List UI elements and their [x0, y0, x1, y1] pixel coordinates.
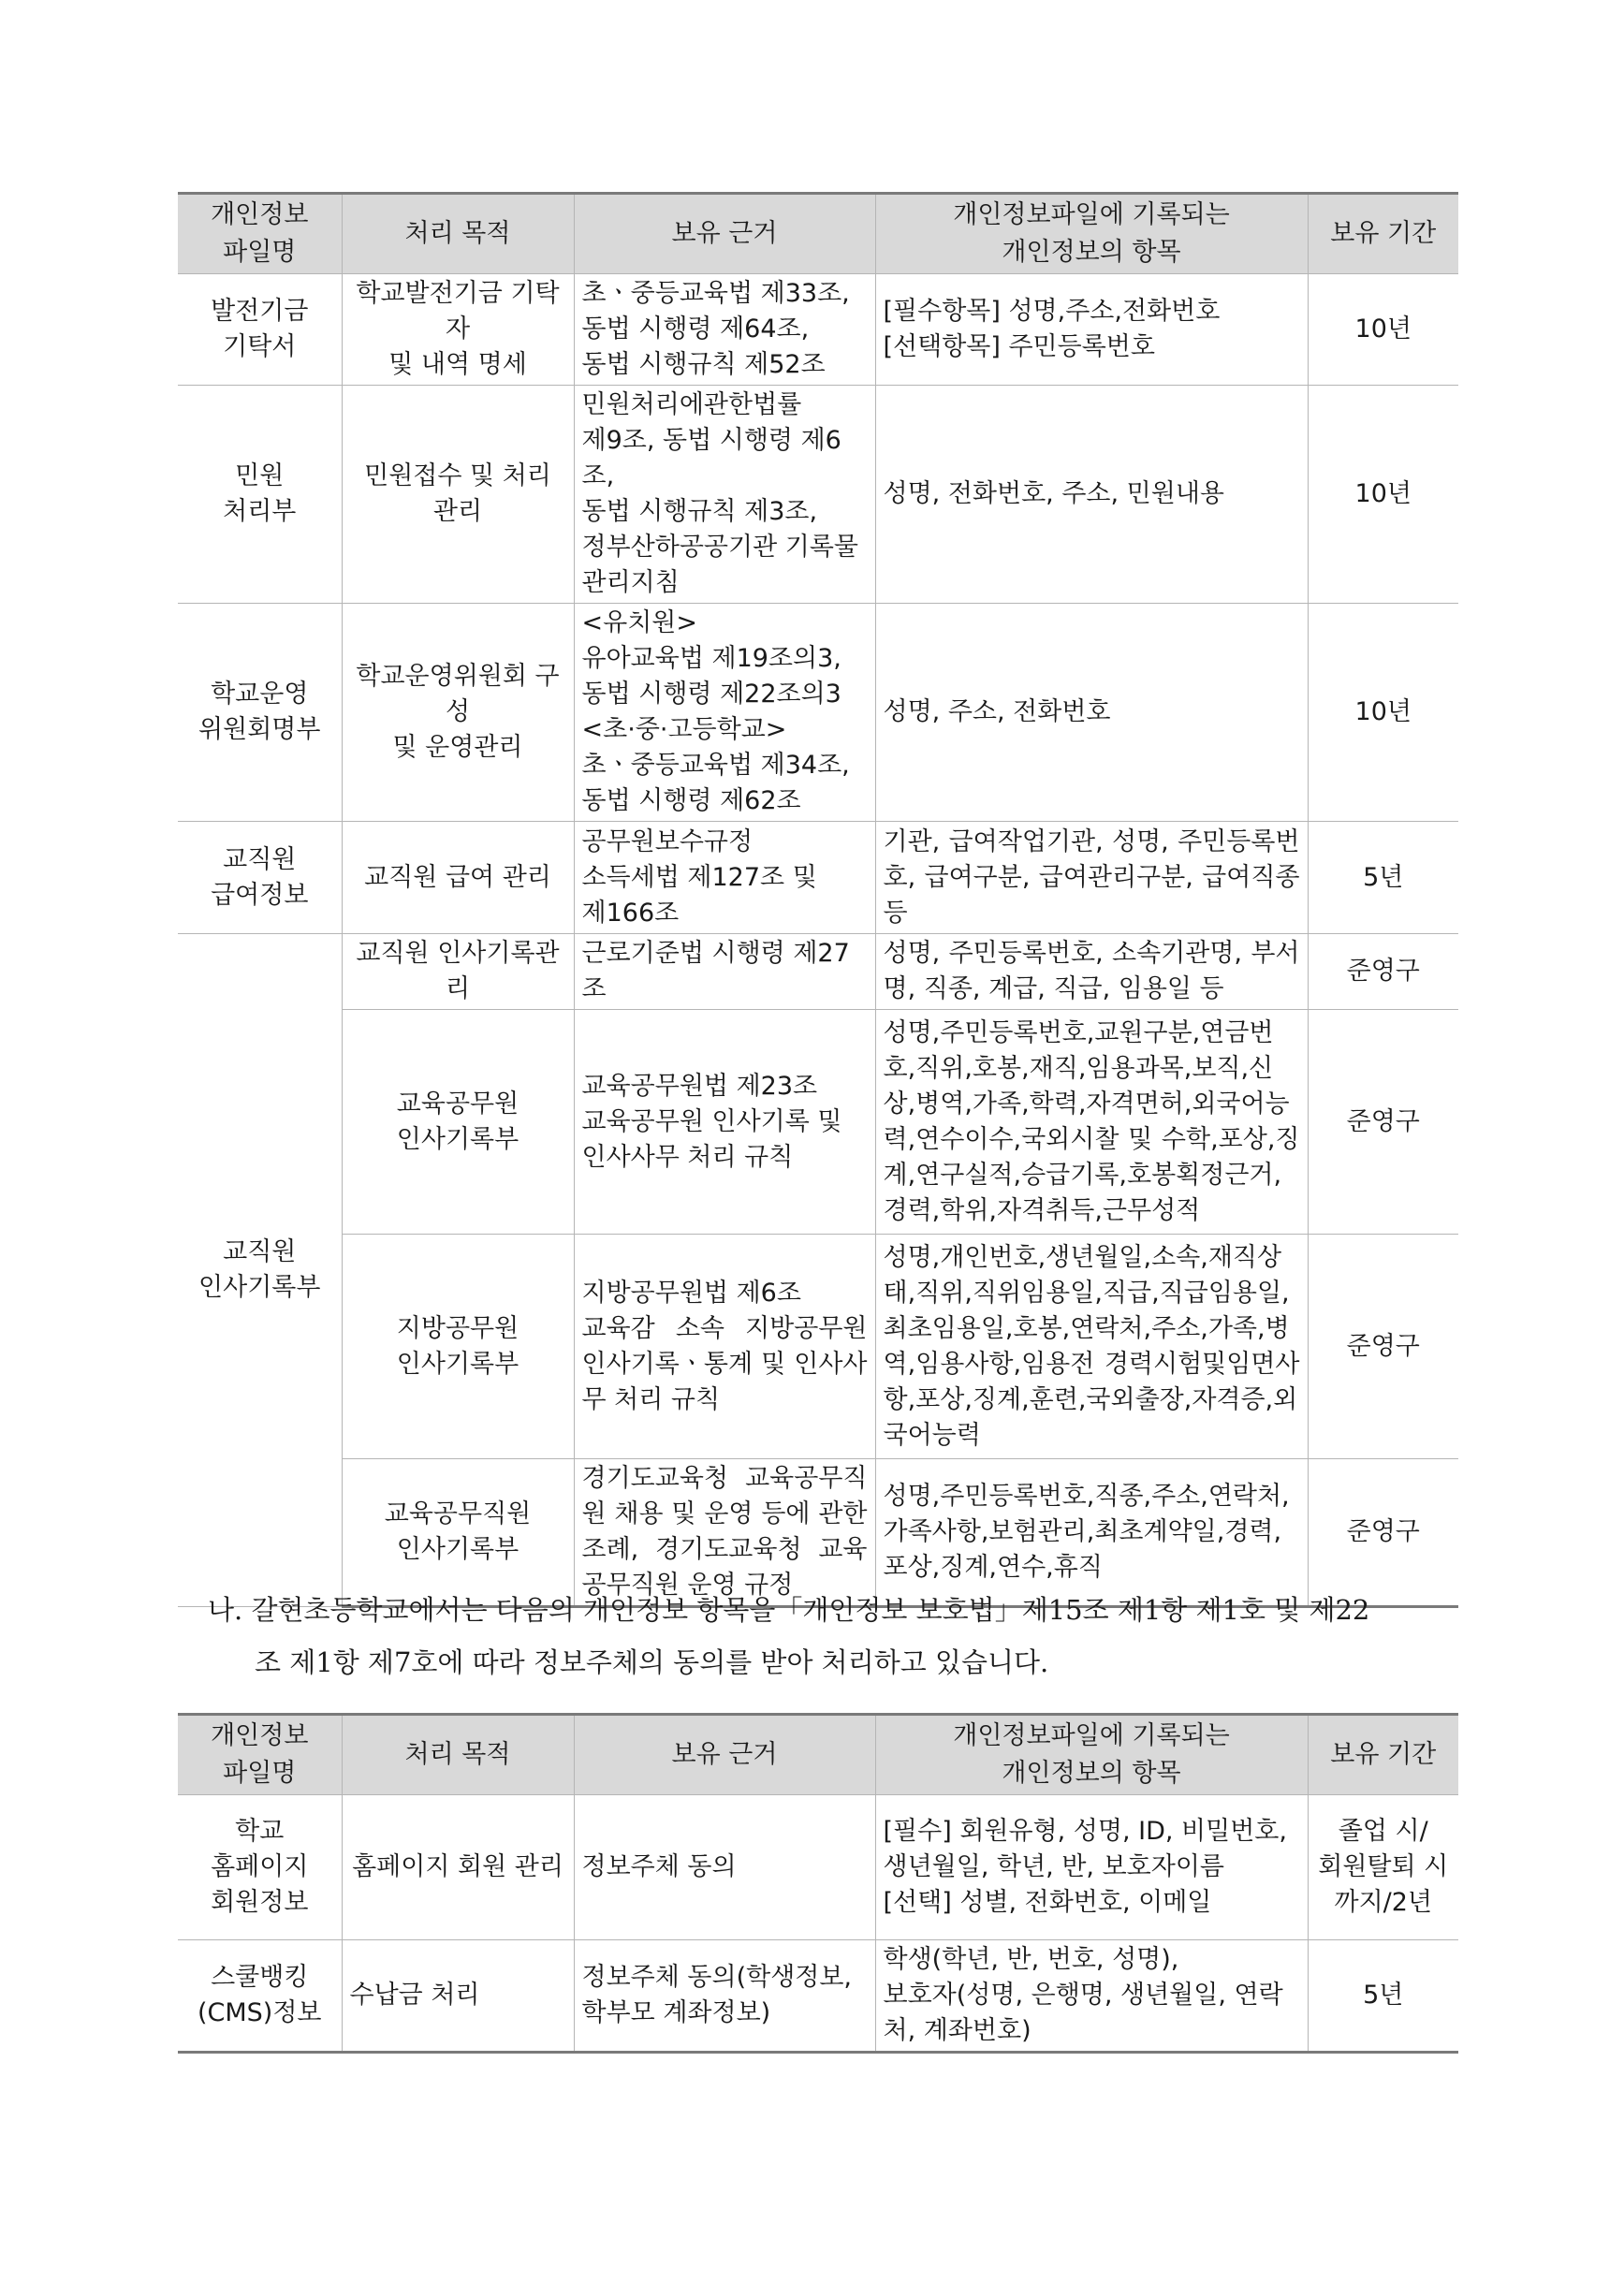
header-file-name: 개인정보 파일명 — [178, 1715, 342, 1795]
table-row — [178, 1940, 1458, 2053]
paragraph-line-2: 조 제1항 제7호에 따라 정보주체의 동의를 받아 처리하고 있습니다. — [255, 1646, 1049, 1678]
cell-basis: 공무원보수규정 소득세법 제127조 및 제166조 — [574, 822, 875, 934]
cell-period: 준영구 — [1308, 1235, 1458, 1459]
cell-purpose: 교육공무원 인사기록부 — [342, 1010, 574, 1235]
cell-items: 성명, 주소, 전화번호 — [875, 604, 1308, 822]
cell-file-name: 학교 홈페이지 회원정보 — [178, 1795, 342, 1940]
cell-purpose: 지방공무원 인사기록부 — [342, 1235, 574, 1459]
cell-items: [필수] 회원유형, 성명, ID, 비밀번호, 생년월일, 학년, 반, 보호자이름 [선택] 성별, 전화번호, 이메일 — [875, 1795, 1308, 1940]
header-file-name: 개인정보 파일명 — [178, 194, 342, 274]
cell-items: 성명,주민등록번호,교원구분,연금번호,직위,호봉,재직,임용과목,보직,신상,병역,가족,학력,자격면허,외국어능력,연수이수,국외시찰 및 수학,포상,징계,연구실적,승급기록,호봉획정근거,경력,학위,자격취득,근무성적 — [875, 1010, 1308, 1235]
cell-items: 성명,주민등록번호,직종,주소,연락처,가족사항,보험관리,최초계약일,경력,포상,징계,연수,휴직 — [875, 1459, 1308, 1607]
cell-period: 10년 — [1308, 274, 1458, 386]
header-basis: 보유 근거 — [574, 1715, 875, 1795]
cell-file-name: 발전기금 기탁서 — [178, 274, 342, 386]
table-row — [178, 1010, 1458, 1235]
header-purpose: 처리 목적 — [342, 1715, 574, 1795]
table-row — [178, 1795, 1458, 1940]
header-purpose: 처리 목적 — [342, 194, 574, 274]
cell-file-name-group: 교직원 인사기록부 — [178, 934, 342, 1607]
header-period: 보유 기간 — [1308, 1715, 1458, 1795]
cell-purpose: 교직원 급여 관리 — [342, 822, 574, 934]
cell-items: 성명, 주민등록번호, 소속기관명, 부서명, 직종, 계급, 직급, 임용일 등 — [875, 934, 1308, 1010]
cell-items: 성명,개인번호,생년월일,소속,재직상태,직위,직위임용일,직급,직급임용일,최초임용일,호봉,연락처,주소,가족,병역,임용사항,임용전 경력시험및임면사항,포상,징계,훈련,국외출장,자격증,외국어능력 — [875, 1235, 1308, 1459]
cell-period: 10년 — [1308, 604, 1458, 822]
cell-basis: 근로기준법 시행령 제27조 — [574, 934, 875, 1010]
cell-period: 5년 — [1308, 1940, 1458, 2053]
cell-period: 준영구 — [1308, 1459, 1458, 1607]
cell-purpose: 교육공무직원 인사기록부 — [342, 1459, 574, 1607]
cell-items: [필수항목] 성명,주소,전화번호 [선택항목] 주민등록번호 — [875, 274, 1308, 386]
cell-period: 준영구 — [1308, 1010, 1458, 1235]
cell-purpose: 수납금 처리 — [342, 1940, 574, 2053]
cell-file-name: 교직원 급여정보 — [178, 822, 342, 934]
cell-period: 준영구 — [1308, 934, 1458, 1010]
cell-basis: 민원처리에관한법률 제9조, 동법 시행령 제6조, 동법 시행규칙 제3조, 정부산하공공기관 기록물 관리지침 — [574, 386, 875, 604]
cell-basis: 지방공무원법 제6조 교육감 소속 지방공무원 인사기록ㆍ통계 및 인사사무 처리 규칙 — [574, 1235, 875, 1459]
cell-purpose: 교직원 인사기록관리 — [342, 934, 574, 1010]
cell-purpose: 학교발전기금 기탁자 및 내역 명세 — [342, 274, 574, 386]
table-row — [178, 1235, 1458, 1459]
cell-file-name: 학교운영 위원회명부 — [178, 604, 342, 822]
cell-period: 5년 — [1308, 822, 1458, 934]
cell-file-name: 민원 처리부 — [178, 386, 342, 604]
table-row — [178, 604, 1458, 822]
consent-paragraph — [208, 1584, 1462, 1689]
cell-purpose: 홈페이지 회원 관리 — [342, 1795, 574, 1940]
table-row — [178, 822, 1458, 934]
header-basis: 보유 근거 — [574, 194, 875, 274]
cell-basis: <유치원> 유아교육법 제19조의3, 동법 시행령 제22조의3 <초·중·고등학교> 초ㆍ중등교육법 제34조, 동법 시행령 제62조 — [574, 604, 875, 822]
cell-purpose: 학교운영위원회 구성 및 운영관리 — [342, 604, 574, 822]
cell-file-name: 스쿨뱅킹 (CMS)정보 — [178, 1940, 342, 2053]
cell-basis: 초ㆍ중등교육법 제33조, 동법 시행령 제64조, 동법 시행규칙 제52조 — [574, 274, 875, 386]
personal-info-file-table-2 — [178, 1713, 1458, 2054]
cell-basis: 경기도교육청 교육공무직원 채용 및 운영 등에 관한 조례, 경기도교육청 교육공무직원 운영 규정 — [574, 1459, 875, 1607]
cell-basis: 교육공무원법 제23조 교육공무원 인사기록 및 인사사무 처리 규칙 — [574, 1010, 875, 1235]
cell-purpose: 민원접수 및 처리 관리 — [342, 386, 574, 604]
header-items: 개인정보파일에 기록되는 개인정보의 항목 — [875, 194, 1308, 274]
table-row — [178, 934, 1458, 1010]
header-period: 보유 기간 — [1308, 194, 1458, 274]
cell-items: 기관, 급여작업기관, 성명, 주민등록번호, 급여구분, 급여관리구분, 급여직종 등 — [875, 822, 1308, 934]
paragraph-line-1: 나. 갈현초등학교에서는 다음의 개인정보 항목을「개인정보 보호법」제15조 제1항 제1호 및 제22 — [208, 1594, 1370, 1626]
table-header-row — [178, 1715, 1458, 1795]
personal-info-file-table-1 — [178, 192, 1458, 1608]
cell-basis: 정보주체 동의 — [574, 1795, 875, 1940]
table-row — [178, 386, 1458, 604]
cell-items: 성명, 전화번호, 주소, 민원내용 — [875, 386, 1308, 604]
table-header-row — [178, 194, 1458, 274]
cell-period: 졸업 시/ 회원탈퇴 시 까지/2년 — [1308, 1795, 1458, 1940]
table-row — [178, 274, 1458, 386]
cell-basis: 정보주체 동의(학생정보, 학부모 계좌정보) — [574, 1940, 875, 2053]
header-items: 개인정보파일에 기록되는 개인정보의 항목 — [875, 1715, 1308, 1795]
cell-period: 10년 — [1308, 386, 1458, 604]
cell-items: 학생(학년, 반, 번호, 성명), 보호자(성명, 은행명, 생년월일, 연락처, 계좌번호) — [875, 1940, 1308, 2053]
